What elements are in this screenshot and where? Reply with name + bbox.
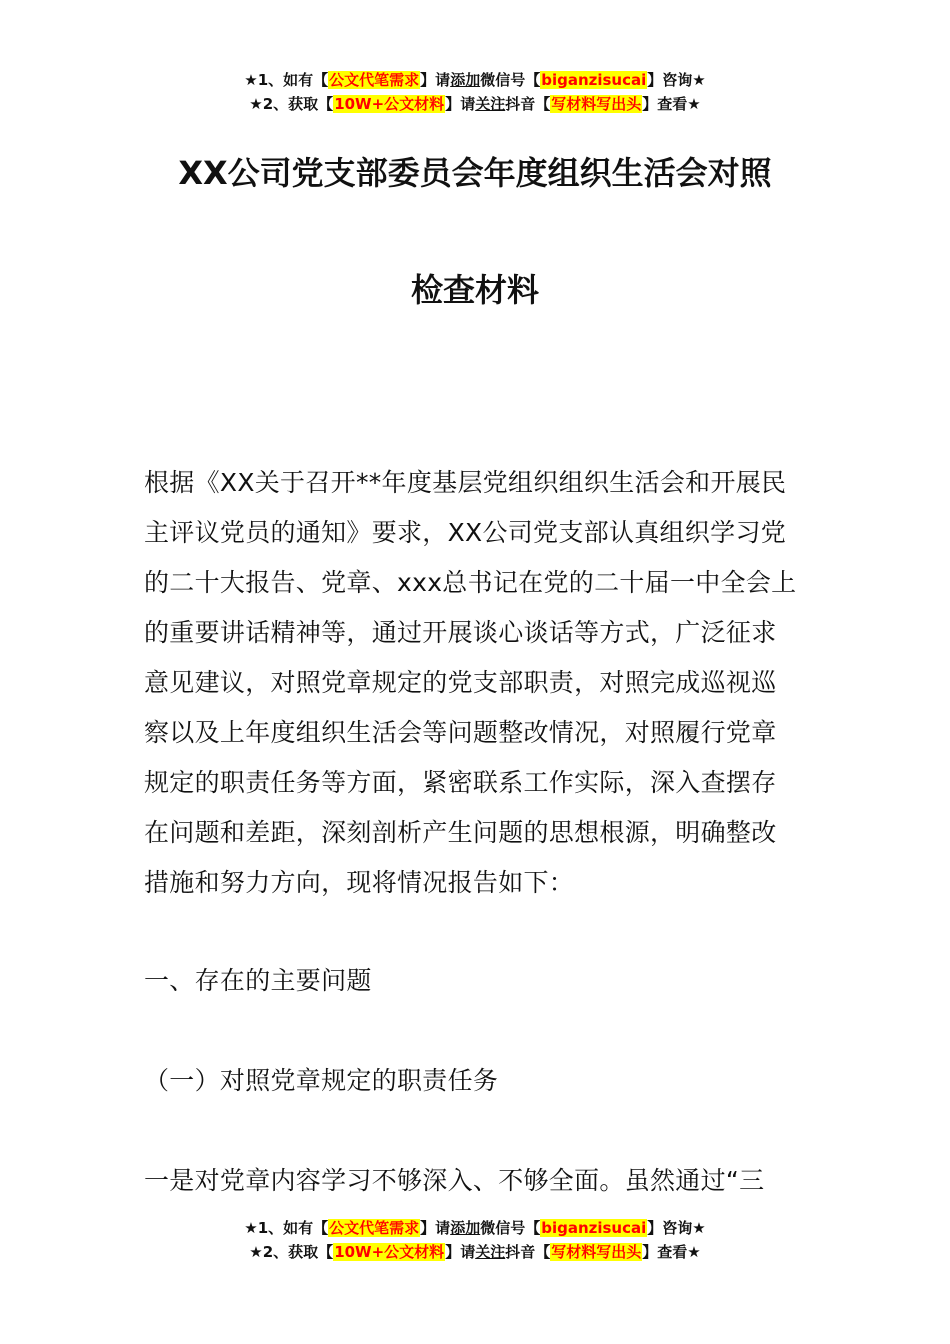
paragraph-line: 在问题和差距，深刻剖析产生问题的思想根源，明确整改: [144, 818, 777, 847]
banner-text: 】请: [445, 95, 476, 113]
subsection-heading: （一）对照党章规定的职责任务: [144, 1066, 499, 1095]
banner-highlight: 写材料写出头: [551, 1243, 642, 1261]
paragraph-line: 规定的职责任务等方面，紧密联系工作实际，深入查摆存: [144, 768, 777, 797]
banner-underlined-text: 添加: [450, 1219, 481, 1237]
banner-text: 】请: [445, 1243, 476, 1261]
banner-line-1: [0, 68, 950, 92]
banner-underlined-text: 添加: [450, 71, 481, 89]
banner-text: 抖音【: [505, 1243, 551, 1261]
banner-line-2: [0, 92, 950, 116]
banner-text: 】咨询★: [647, 1219, 706, 1237]
banner-text: 】请: [420, 71, 451, 89]
body-paragraph: [144, 1156, 808, 1206]
section-heading: 一、存在的主要问题: [144, 966, 372, 995]
document-title-line-1: XX公司党支部委员会年度组织生活会对照: [178, 154, 772, 192]
banner-text: 】查看★: [642, 95, 701, 113]
banner-text: 】咨询★: [647, 71, 706, 89]
paragraph-line: 一是对党章内容学习不够深入、不够全面。虽然通过“三: [144, 1166, 765, 1195]
paragraph-line: 根据《XX关于召开**年度基层党组织组织生活会和开展民: [144, 468, 787, 497]
banner-text: 微信号【: [480, 1219, 541, 1237]
paragraph-line: 意见建议，对照党章规定的党支部职责，对照完成巡视巡: [144, 668, 777, 697]
banner-underlined-text: 关注: [475, 95, 506, 113]
paragraph-line: 主评议党员的通知》要求，XX公司党支部认真组织学习党: [144, 518, 787, 547]
banner-text: ★2、获取【: [249, 1243, 334, 1261]
banner-highlight: 10W+公文材料: [334, 95, 445, 113]
top-banner: [0, 68, 950, 116]
banner-highlight: 公文代笔需求: [329, 71, 420, 89]
banner-text: ★1、如有【: [244, 71, 329, 89]
banner-underlined-text: 关注: [475, 1243, 506, 1261]
banner-line-2: [0, 1240, 950, 1264]
banner-highlight: 10W+公文材料: [334, 1243, 445, 1261]
banner-highlight: biganzisucai: [541, 1219, 647, 1237]
banner-text: 抖音【: [505, 95, 551, 113]
paragraph-line: 的二十大报告、党章、xxx总书记在党的二十届一中全会上: [144, 568, 797, 597]
paragraph-line: 措施和努力方向，现将情况报告如下：: [144, 868, 575, 897]
banner-text: 】请: [420, 1219, 451, 1237]
document-title-line-2: 检查材料: [410, 271, 539, 309]
banner-highlight: biganzisucai: [541, 71, 647, 89]
banner-text: 微信号【: [480, 71, 541, 89]
paragraph-line: 察以及上年度组织生活会等问题整改情况，对照履行党章: [144, 718, 777, 747]
banner-highlight: 写材料写出头: [551, 95, 642, 113]
intro-paragraph: [144, 458, 808, 908]
paragraph-line: 的重要讲话精神等，通过开展谈心谈话等方式，广泛征求: [144, 618, 777, 647]
banner-text: ★1、如有【: [244, 1219, 329, 1237]
banner-text: 】查看★: [642, 1243, 701, 1261]
banner-highlight: 公文代笔需求: [329, 1219, 420, 1237]
banner-text: ★2、获取【: [249, 95, 334, 113]
bottom-banner: [0, 1216, 950, 1264]
banner-line-1: [0, 1216, 950, 1240]
